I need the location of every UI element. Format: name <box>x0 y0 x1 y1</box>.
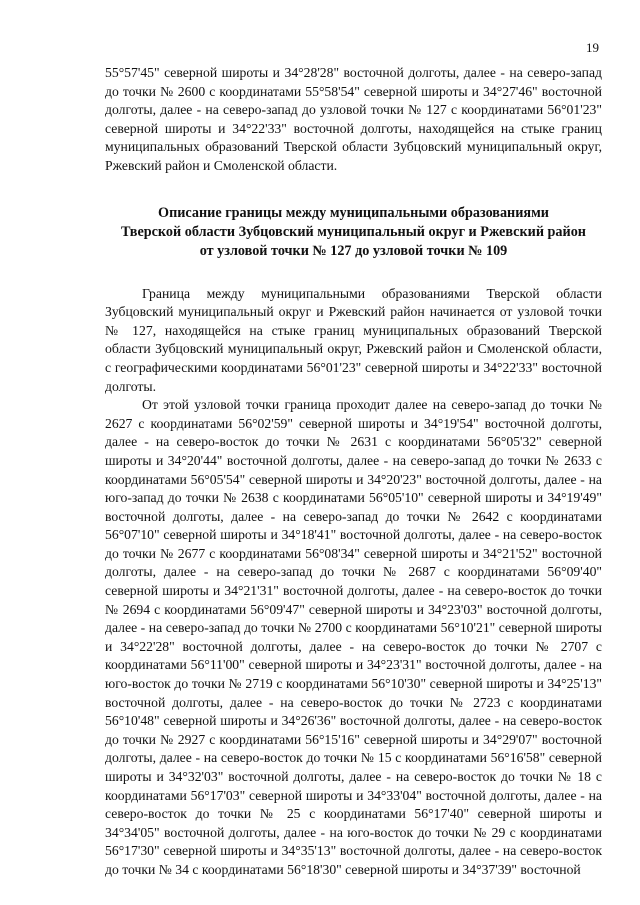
section-heading-line-1: Описание границы между муниципальными образованиями <box>158 204 549 221</box>
boundary-start-paragraph: Граница между муниципальными образованиями Тверской области Зубцовский муниципальный округ и Ржевский район начинается от узловой точки № 127, находящейся на стыке границ муниципальных образований Тверской области Зубцовский муниципальный округ, Ржевский район и Смоленской области, с географическими координатами 56°01'23" северной широты и 34°22'33" восточной долготы. <box>105 285 602 394</box>
intro-paragraph: 55°57'45" северной широты и 34°28'28" восточной долготы, далее - на северо-запад до точки № 2600 с координатами 55°58'54" северной широты и 34°27'46" восточной долготы, далее - на северо-запад до узловой точки № 127 с координатами 56°01'23" северной широты и 34°22'33" восточной долготы, находящейся на стыке границ муниципальных образований Тверской области Зубцовский муниципальный округ, Ржевский район и Смоленской области. <box>105 65 602 173</box>
section-heading-line-2: Тверской области Зубцовский муниципальный округ и Ржевский район <box>121 223 586 240</box>
document-body <box>105 64 602 880</box>
boundary-route-paragraph: От этой узловой точки граница проходит далее на северо-запад до точки № 2627 с координатами 56°02'59" северной широты и 34°19'54" восточной долготы, далее - на северо-восток до точки № 2631 с координатами 56°05'32" северной широты и 34°20'44" восточной долготы, далее - на северо-запад до точки № 2633 с координатами 56°05'54" северной широты и 34°20'23" восточной долготы, далее - на юго-запад до точки № 2638 с координатами 56°05'10" северной широты и 34°19'49" восточной долготы, далее - на северо-запад до точки № 2642 с координатами 56°07'10" северной широты и 34°18'41" восточной долготы, далее - на северо-восток до точки № 2677 с координатами 56°08'34" северной широты и 34°21'52" восточной долготы, далее - на северо-запад до точки № 2687 с координатами 56°09'40" северной широты и 34°21'31" восточной долготы, далее - на северо-восток до точки № 2694 с координатами 56°09'47" северной широты и 34°23'03" восточной долготы, далее - на северо-запад до точки № 2700 с координатами 56°10'21" северной широты и 34°22'28" восточной долготы, далее - на северо-восток до точки № 2707 с координатами 56°11'00" северной широты и 34°23'31" восточной долготы, далее - на юго-восток до точки № 2719 с координатами 56°10'30" северной широты и 34°25'13" восточной долготы, далее - на северо-восток до точки № 2723 с координатами 56°10'48" северной широты и 34°26'36" восточной долготы, далее - на северо-восток до точки № 2927 с координатами 56°15'16" северной широты и 34°29'07" восточной долготы, далее - на северо-восток до точки № 15 с координатами 56°16'58" северной широты и 34°32'03" восточной долготы, далее - на северо-восток до точки № 18 с координатами 56°17'03" северной широты и 34°33'04" восточной долготы, далее - на северо-восток до точки № 25 с координатами 56°17'40" северной широты и 34°34'05" восточной долготы, далее - на юго-восток до точки № 29 с координатами 56°17'30" северной широты и 34°35'13" восточной долготы, далее - на северо-восток до точки № 34 с координатами 56°18'30" северной широты и 34°37'39" восточной <box>105 397 602 877</box>
page-number: 19 <box>586 40 599 55</box>
section-heading-line-3: от узловой точки № 127 до узловой точки № 109 <box>199 242 508 259</box>
section-heading <box>105 204 602 261</box>
